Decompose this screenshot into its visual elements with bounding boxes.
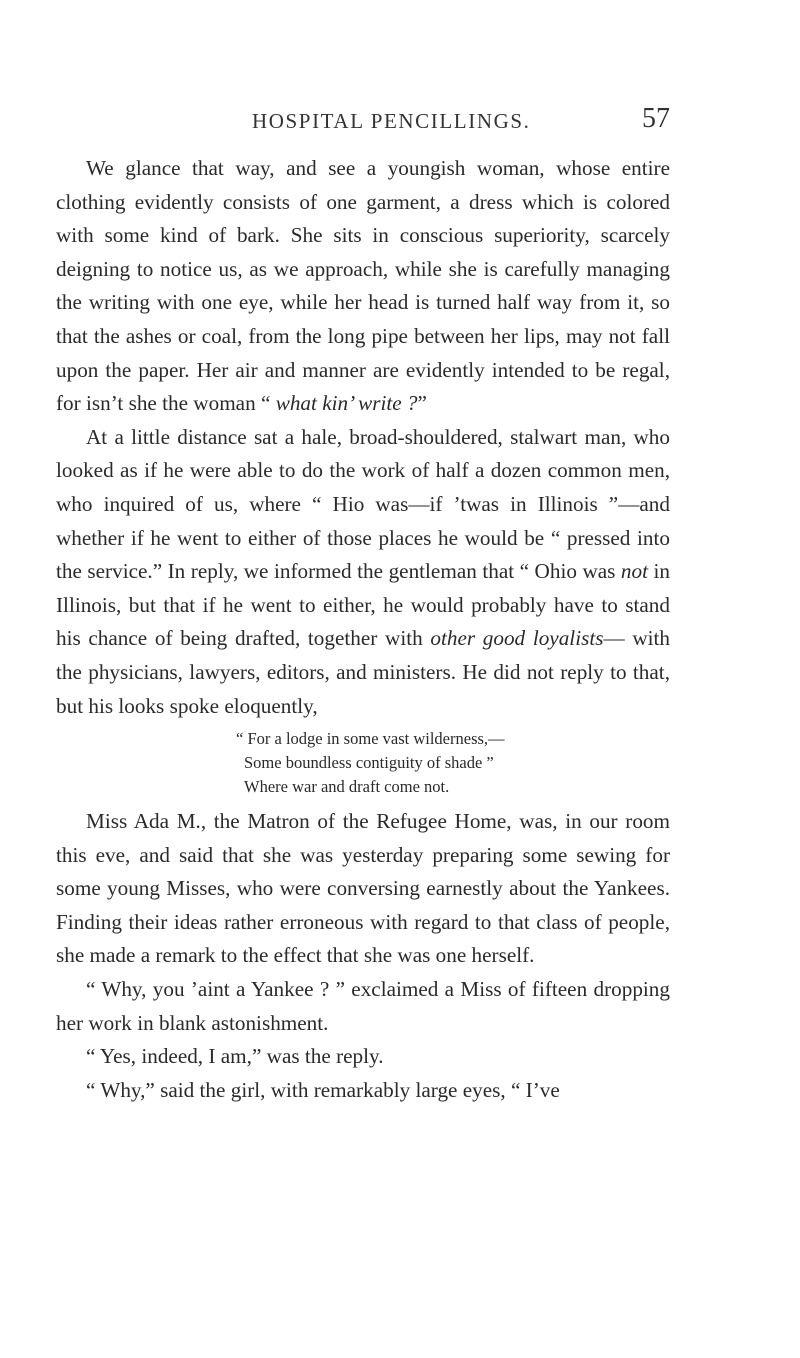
running-title: HOSPITAL PENCILLINGS.: [252, 109, 531, 133]
paragraph-2: [56, 421, 670, 723]
paragraph-2-italic-loyalists: other good loyalists: [430, 626, 604, 651]
paragraph-2-text-a: At a little distance sat a hale, broad-shouldered, stalwart man, who looked as if he were able to do the work of half a dozen common men, who inquired of us, where “ Hio was—if ’twas in Illinois ”—and whether if he went to either of those places he would be “ pressed into the service.” In reply, we informed the gentleman that “ Ohio was: [56, 424, 670, 584]
paragraph-1: [56, 152, 670, 421]
paragraph-5: “ Yes, indeed, I am,” was the reply.: [86, 1044, 384, 1069]
page-number: 57: [642, 103, 670, 134]
paragraph-2-text-c: — with the physicians, lawyers, editors, and ministers. He did not reply to that, but his looks spoke eloquently,: [56, 626, 671, 718]
verse-line: “ For a lodge in some vast wilderness,—: [236, 729, 505, 749]
paragraph-1-italic: what kin’ write ?: [275, 391, 418, 416]
paragraph-2-italic-not: not: [620, 559, 648, 584]
running-head: [252, 103, 670, 139]
paragraph-4: “ Why, you ’aint a Yankee ? ” exclaimed a Miss of fifteen dropping her work in blank astonishment.: [56, 977, 670, 1035]
paragraph-2-text-b: in Illinois, but that if he went to either, he would probably have to stand his chance of being drafted, together with: [56, 559, 670, 651]
verse-quote: [236, 727, 670, 799]
verse-line: Some boundless contiguity of shade ”: [244, 753, 494, 773]
paragraph-1-end: ”: [417, 391, 427, 416]
verse-line: Where war and draft come not.: [244, 777, 450, 797]
paragraph-1-text: We glance that way, and see a youngish woman, whose entire clothing evidently consists of one garment, a dress which is colored with some kind of bark. She sits in conscious superiority, scarcely deigning to notice us, as we approach, while she is carefully managing the writing with one eye, while her head is turned half way from it, so that the ashes or coal, from the long pipe between her lips, may not fall upon the paper. Her air and manner are evidently intended to be regal, for isn’t she the woman “: [56, 156, 670, 416]
body-text: [56, 152, 670, 1107]
paragraph-3: Miss Ada M., the Matron of the Refugee Home, was, in our room this eve, and said that she was yesterday preparing some sewing for some young Misses, who were conversing earnestly about the Yankees. Finding their ideas rather erroneous with regard to that class of people, she made a remark to the effect that she was one herself.: [56, 809, 670, 968]
paragraph-6: “ Why,” said the girl, with remarkably large eyes, “ I’ve: [86, 1077, 560, 1102]
